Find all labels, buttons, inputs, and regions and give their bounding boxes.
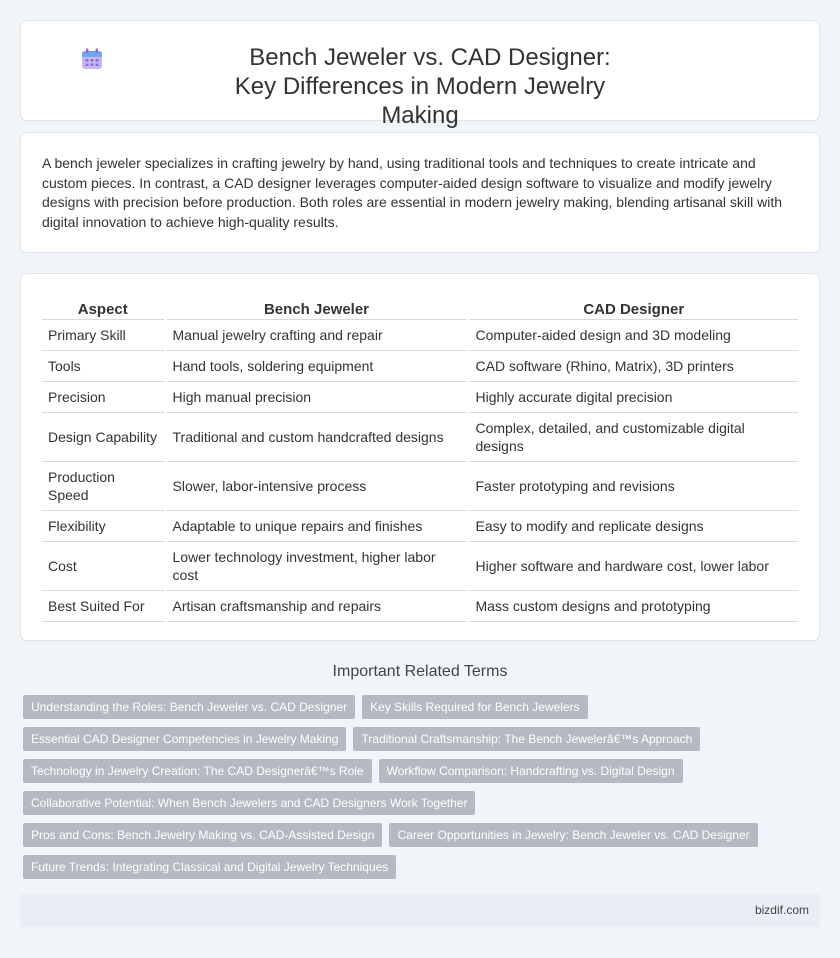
footer-site-link[interactable]: bizdif.com xyxy=(754,903,809,917)
row-aspect: Flexibility xyxy=(42,510,165,541)
intro-card xyxy=(20,132,820,253)
table-row xyxy=(42,590,798,621)
row-cad-designer: Higher software and hardware cost, lower labor xyxy=(468,541,798,590)
related-term-link[interactable]: Future Trends: Integrating Classical and Digital Jewelry Techniques xyxy=(23,855,396,879)
table-header-row xyxy=(42,296,798,319)
row-bench-jeweler: Slower, labor-intensive process xyxy=(165,461,468,510)
row-aspect: Design Capability xyxy=(42,412,165,461)
related-term-link[interactable]: Understanding the Roles: Bench Jeweler vs. CAD Designer xyxy=(23,695,355,719)
intro-paragraph: A bench jeweler specializes in crafting jewelry by hand, using traditional tools and techniques to create intricate and custom pieces. In contrast, a CAD designer leverages computer-aided design software to visualize and modify jewelry designs with precision before production. Both roles are essential in modern jewelry making, blending artisanal skill with digital innovation to achieve high-quality results. xyxy=(42,155,783,230)
row-aspect: Precision xyxy=(42,381,165,412)
related-term-link[interactable]: Collaborative Potential: When Bench Jewelers and CAD Designers Work Together xyxy=(23,791,475,815)
table-row xyxy=(42,350,798,381)
row-cad-designer: Faster prototyping and revisions xyxy=(468,461,798,510)
row-cad-designer: Computer-aided design and 3D modeling xyxy=(468,319,798,350)
row-aspect: Cost xyxy=(42,541,165,590)
table-row xyxy=(42,541,798,590)
row-aspect: Tools xyxy=(42,350,165,381)
table-row xyxy=(42,381,798,412)
row-aspect: Best Suited For xyxy=(42,590,165,621)
table-row xyxy=(42,510,798,541)
row-cad-designer: Highly accurate digital precision xyxy=(468,381,798,412)
row-cad-designer: Complex, detailed, and customizable digital designs xyxy=(468,412,798,461)
table-row xyxy=(42,461,798,510)
row-cad-designer: Mass custom designs and prototyping xyxy=(468,590,798,621)
comparison-card xyxy=(20,273,820,641)
row-cad-designer: Easy to modify and replicate designs xyxy=(468,510,798,541)
related-term-link[interactable]: Career Opportunities in Jewelry: Bench Jeweler vs. CAD Designer xyxy=(389,823,757,847)
comparison-table xyxy=(42,296,798,622)
footer xyxy=(20,894,820,927)
row-bench-jeweler: High manual precision xyxy=(165,381,468,412)
row-bench-jeweler: Artisan craftsmanship and repairs xyxy=(165,590,468,621)
page-title: Bench Jeweler vs. CAD Designer: Key Differences in Modern Jewelry Making xyxy=(234,44,611,129)
header-bench-jeweler: Bench Jeweler xyxy=(165,296,468,319)
related-terms-title: Important Related Terms xyxy=(332,663,508,680)
row-bench-jeweler: Manual jewelry crafting and repair xyxy=(165,319,468,350)
table-row xyxy=(42,412,798,461)
related-term-link[interactable]: Traditional Craftsmanship: The Bench Jewelerâ€™s Approach xyxy=(353,727,700,751)
header-cad-designer: CAD Designer xyxy=(468,296,798,319)
row-bench-jeweler: Hand tools, soldering equipment xyxy=(165,350,468,381)
row-bench-jeweler: Traditional and custom handcrafted designs xyxy=(165,412,468,461)
related-term-link[interactable]: Essential CAD Designer Competencies in Jewelry Making xyxy=(23,727,346,751)
related-terms-list xyxy=(23,695,813,879)
related-term-link[interactable]: Key Skills Required for Bench Jewelers xyxy=(362,695,587,719)
row-cad-designer: CAD software (Rhino, Matrix), 3D printers xyxy=(468,350,798,381)
table-row xyxy=(42,319,798,350)
row-bench-jeweler: Adaptable to unique repairs and finishes xyxy=(165,510,468,541)
row-aspect: Primary Skill xyxy=(42,319,165,350)
related-term-link[interactable]: Pros and Cons: Bench Jewelry Making vs. CAD-Assisted Design xyxy=(23,823,382,847)
row-aspect: Production Speed xyxy=(42,461,165,510)
row-bench-jeweler: Lower technology investment, higher labor cost xyxy=(165,541,468,590)
related-term-link[interactable]: Technology in Jewelry Creation: The CAD Designerâ€™s Role xyxy=(23,759,372,783)
related-term-link[interactable]: Workflow Comparison: Handcrafting vs. Digital Design xyxy=(379,759,683,783)
header-aspect: Aspect xyxy=(42,296,165,319)
title-card xyxy=(20,20,820,129)
